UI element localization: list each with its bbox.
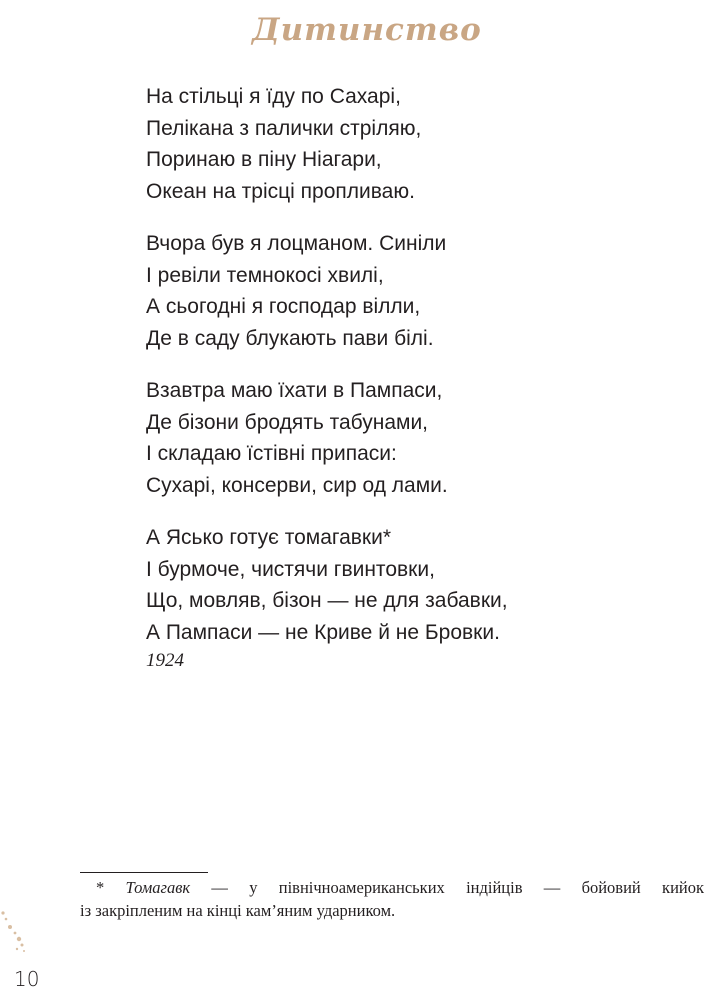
poem-line: І бурмоче, чистячи гвинтовки, — [146, 557, 435, 581]
running-title: Дитинство — [252, 12, 482, 48]
footnote-term: Томагавк — [125, 878, 191, 897]
poem-line: Сухарі, консерви, сир од лами. — [146, 473, 448, 497]
footnote-definition: — у північноамериканських індійців — бойовий кийок — [190, 878, 704, 897]
poem-line: Пелікана з палички стріляю, — [146, 116, 422, 140]
poem-line: На стільці я їду по Сахарі, — [146, 85, 401, 108]
footnote-divider — [80, 872, 208, 873]
poem-line: Що, мовляв, бізон — не для забавки, — [146, 589, 508, 612]
stanza-1 — [146, 81, 686, 207]
poem-line: І складаю їстівні припаси: — [146, 442, 397, 465]
stanza-3 — [146, 375, 686, 501]
poem-line: Де бізони бродять табунами, — [146, 410, 429, 434]
poem-line: А Ясько готує томагавки* — [146, 526, 392, 549]
footnote — [80, 876, 704, 922]
poem-line: Взавтра маю їхати в Пампаси, — [146, 379, 443, 402]
poem-date: 1924 — [146, 650, 184, 671]
poem-line: А Пампаси — не Криве й не Бровки. — [146, 620, 500, 644]
poem-line: Океан на трісці пропливаю. — [146, 179, 415, 203]
stanza-2 — [146, 228, 686, 354]
footnote-line-2: із закріпленим на кінці кам’яним ударником. — [80, 901, 396, 920]
footnote-line-1 — [80, 876, 704, 899]
poem-line: Де в саду блукають пави білі. — [146, 326, 434, 350]
poem-line: Вчора був я лоцманом. Синіли — [146, 232, 447, 255]
poem-line: І ревіли темнокосі хвилі, — [146, 263, 384, 287]
poem — [146, 81, 686, 669]
poem-line: Поринаю в піну Ніагари, — [146, 148, 382, 171]
poem-line: А сьогодні я господар вілли, — [146, 295, 421, 318]
page-number: 10 — [14, 967, 40, 991]
footnote-marker: * — [96, 878, 126, 897]
decorative-ornament-icon — [0, 905, 26, 955]
stanza-4 — [146, 522, 686, 648]
